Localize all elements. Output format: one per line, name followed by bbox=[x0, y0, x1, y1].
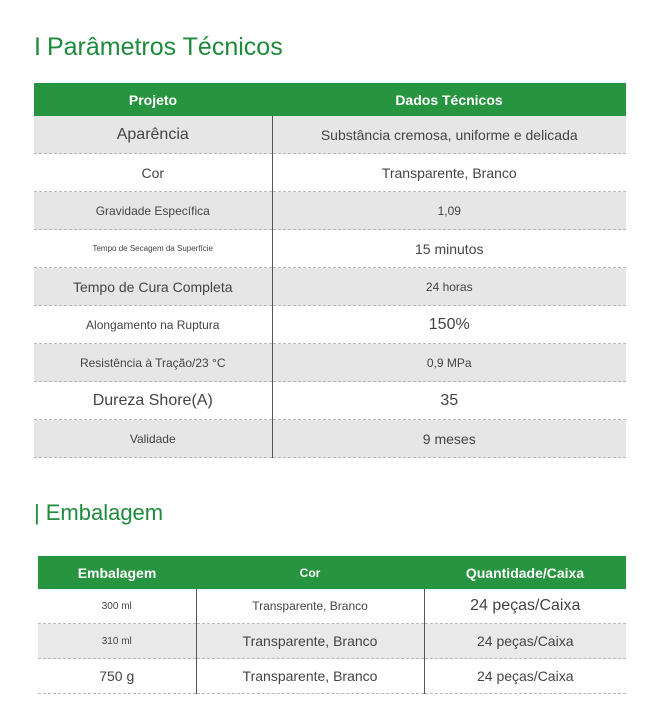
param-cell: Resistência à Tração/23 °C bbox=[34, 344, 272, 382]
param-cell: Alongamento na Ruptura bbox=[34, 306, 272, 344]
packaging-table bbox=[38, 556, 626, 694]
param-cell: Dureza Shore(A) bbox=[34, 382, 272, 420]
spec-row bbox=[34, 344, 626, 382]
header-quantidade: Quantidade/Caixa bbox=[424, 556, 626, 589]
param-cell: Tempo de Cura Completa bbox=[34, 268, 272, 306]
spec-row bbox=[34, 268, 626, 306]
value-cell: 15 minutos bbox=[272, 230, 626, 268]
title-bar-marker: | bbox=[34, 500, 40, 525]
param-cell: Gravidade Específica bbox=[34, 192, 272, 230]
packaging-title-text: Embalagem bbox=[45, 500, 164, 525]
header-projeto: Projeto bbox=[34, 83, 272, 116]
size-cell: 750 g bbox=[38, 659, 196, 694]
header-embalagem: Embalagem bbox=[38, 556, 196, 589]
header-cor: Cor bbox=[196, 556, 424, 589]
value-cell: 9 meses bbox=[272, 420, 626, 458]
spec-row bbox=[34, 306, 626, 344]
spec-row bbox=[34, 192, 626, 230]
param-cell: Aparência bbox=[34, 116, 272, 154]
qty-cell: 24 peças/Caixa bbox=[424, 659, 626, 694]
param-cell: Tempo de Secagem da Superfície bbox=[34, 230, 272, 268]
spec-row bbox=[34, 116, 626, 154]
param-cell: Validade bbox=[34, 420, 272, 458]
spec-header-row bbox=[34, 83, 626, 116]
param-cell: Cor bbox=[34, 154, 272, 192]
qty-cell: 24 peças/Caixa bbox=[424, 589, 626, 624]
qty-cell: 24 peças/Caixa bbox=[424, 624, 626, 659]
value-cell: Transparente, Branco bbox=[272, 154, 626, 192]
value-cell: 0,9 MPa bbox=[272, 344, 626, 382]
packaging-section-title bbox=[34, 500, 163, 526]
header-dados-tecnicos: Dados Técnicos bbox=[272, 83, 626, 116]
spec-section-title bbox=[34, 33, 283, 62]
packaging-row bbox=[38, 659, 626, 694]
size-cell: 310 ml bbox=[38, 624, 196, 659]
value-cell: Substância cremosa, uniforme e delicada bbox=[272, 116, 626, 154]
spec-row bbox=[34, 154, 626, 192]
size-cell: 300 ml bbox=[38, 589, 196, 624]
packaging-row bbox=[38, 624, 626, 659]
color-cell: Transparente, Branco bbox=[196, 624, 424, 659]
color-cell: Transparente, Branco bbox=[196, 659, 424, 694]
value-cell: 24 horas bbox=[272, 268, 626, 306]
packaging-header-row bbox=[38, 556, 626, 589]
color-cell: Transparente, Branco bbox=[196, 589, 424, 624]
packaging-row bbox=[38, 589, 626, 624]
spec-title-text: Parâmetros Técnicos bbox=[46, 33, 283, 61]
spec-row bbox=[34, 230, 626, 268]
value-cell: 35 bbox=[272, 382, 626, 420]
technical-parameters-table bbox=[34, 83, 626, 458]
spec-row bbox=[34, 382, 626, 420]
value-cell: 1,09 bbox=[272, 192, 626, 230]
value-cell: 150% bbox=[272, 306, 626, 344]
spec-row bbox=[34, 420, 626, 458]
title-bar-marker: I bbox=[34, 33, 41, 61]
